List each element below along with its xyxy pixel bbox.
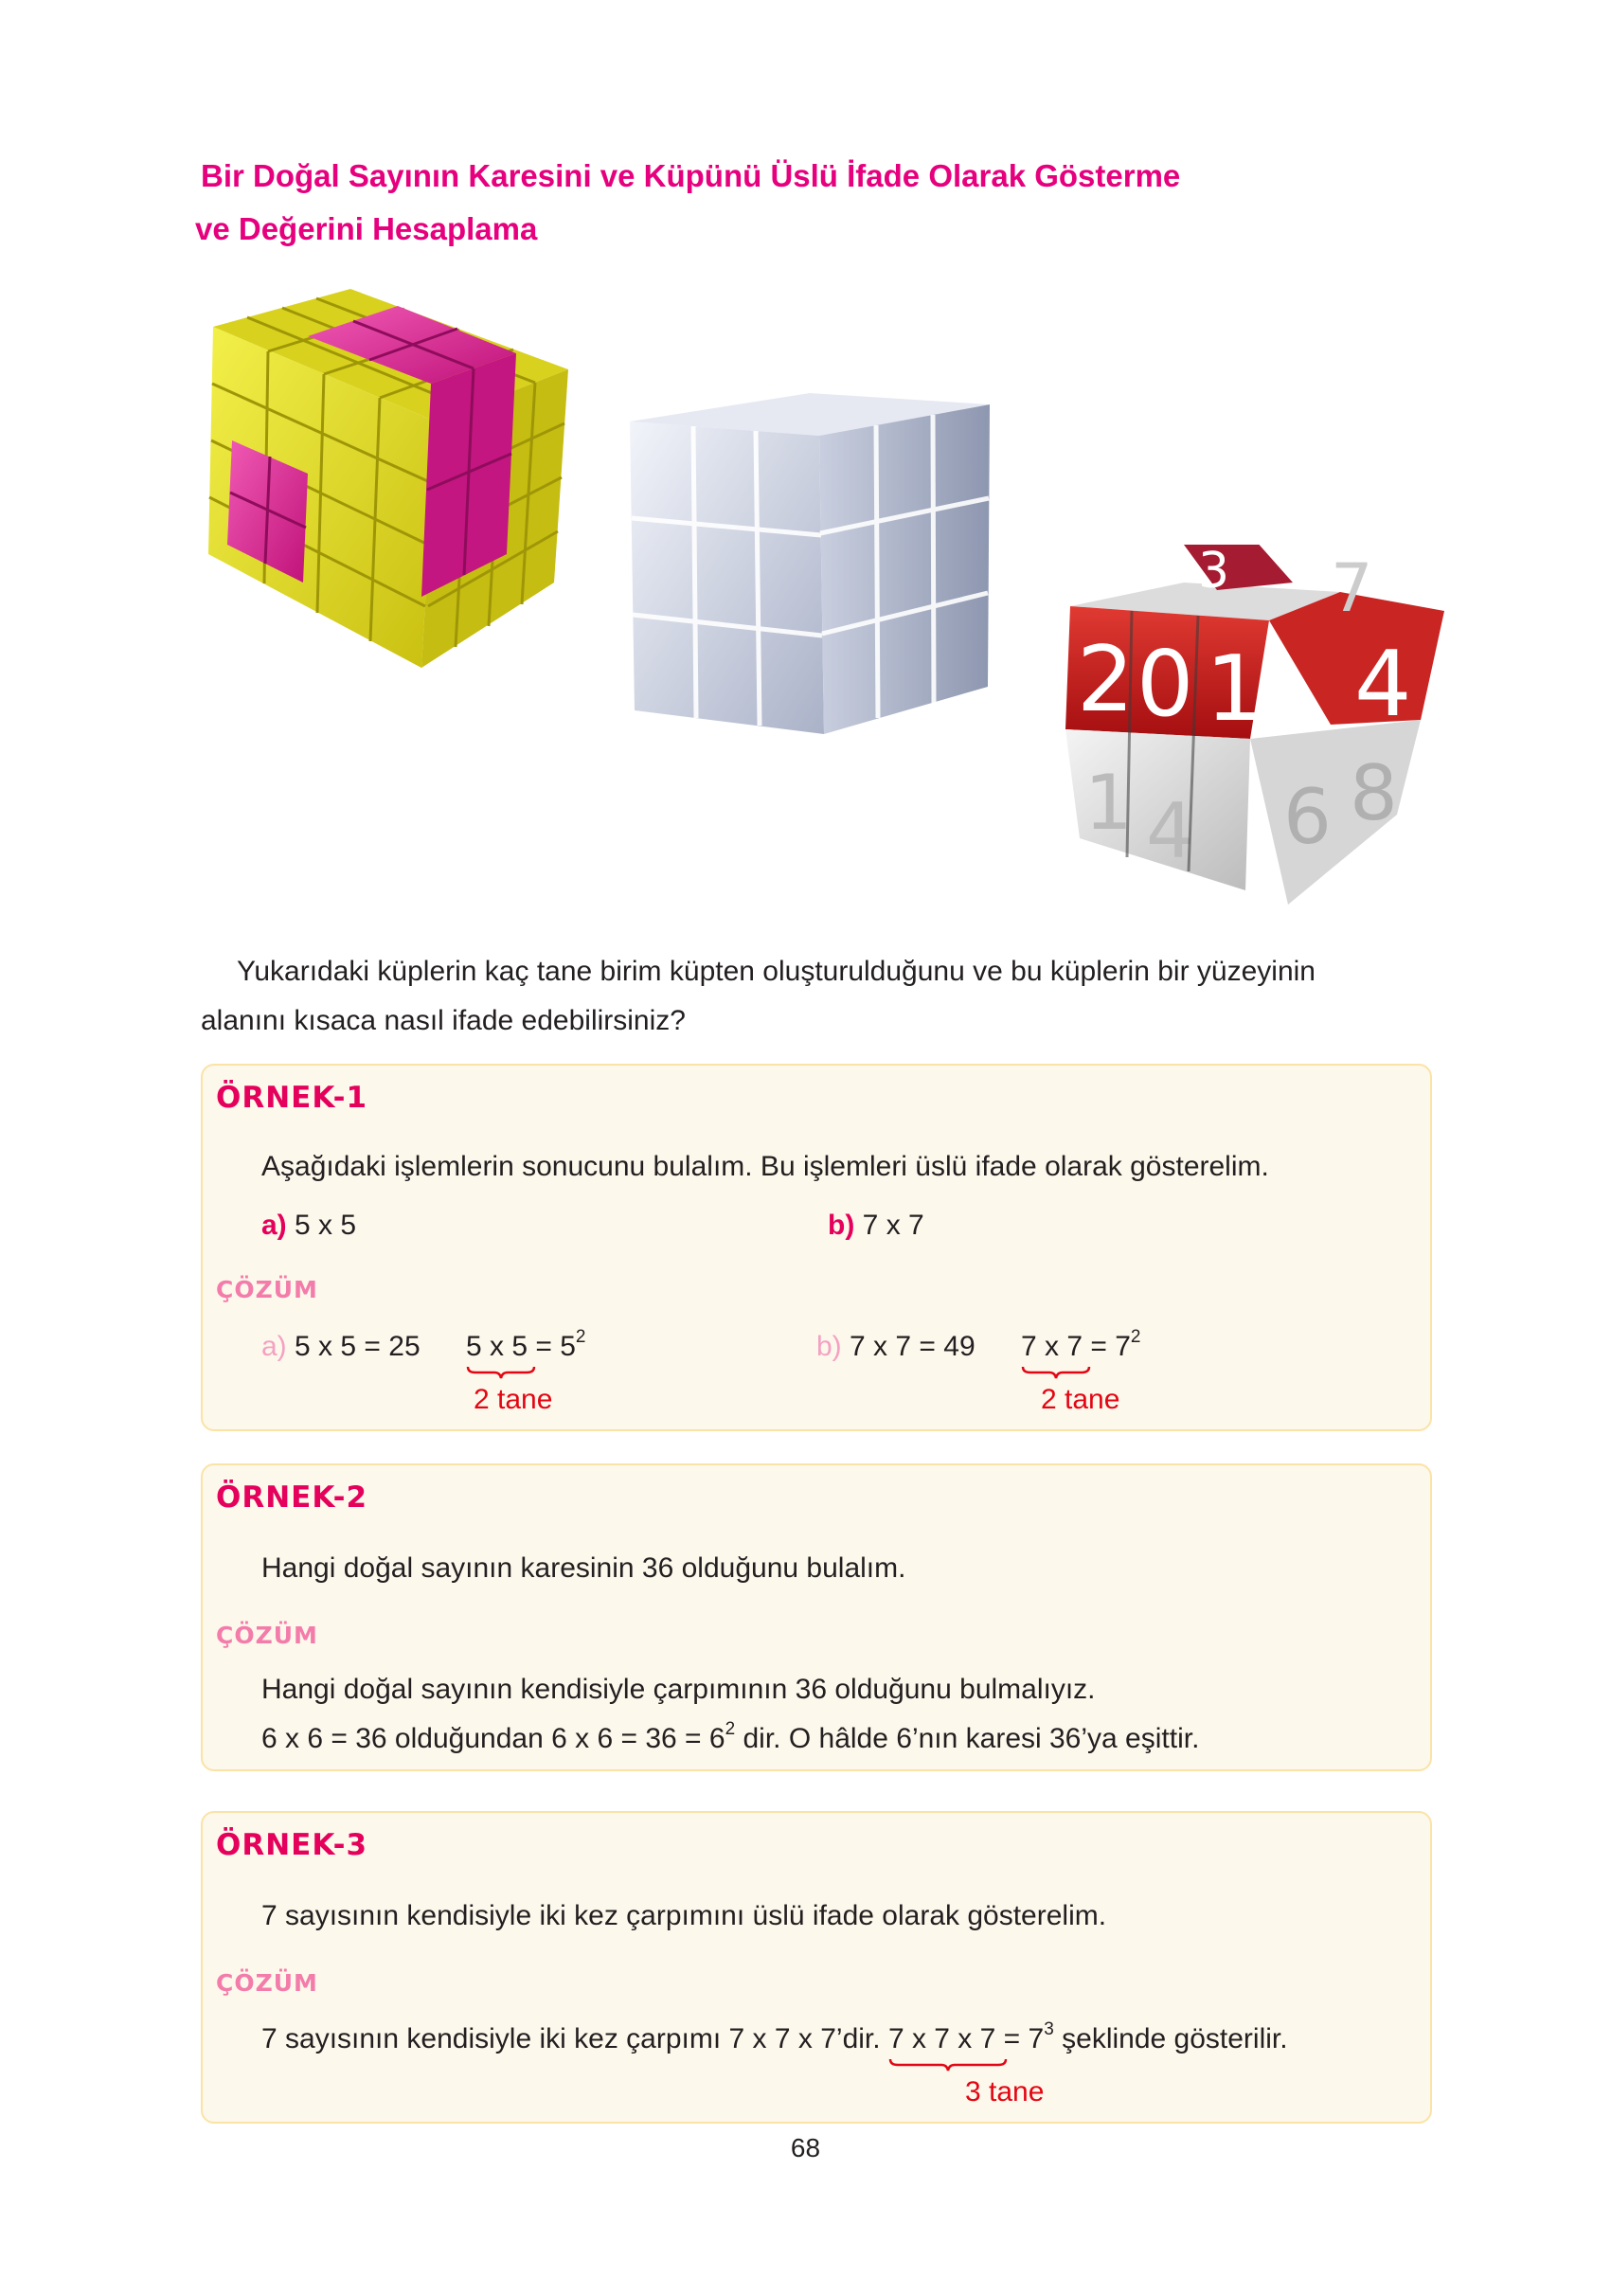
example-1-item-b-expr: 7 x 7 — [862, 1210, 924, 1241]
example-3-solution — [261, 2019, 1288, 2055]
example-2-solution-line2-post: dir. O hâlde 6’nın karesi 36’ya eşittir. — [735, 1723, 1200, 1754]
cube-digit-front-2: 0 — [1137, 633, 1194, 737]
example-1-solution-a-calc: 5 x 5 = 25 — [295, 1331, 421, 1362]
cube-digit-bottom-3: 6 — [1283, 773, 1332, 861]
example-3-solution-exponent: 3 — [1044, 2019, 1054, 2039]
example-1-solution-b-count: 2 tane — [1041, 1384, 1120, 1415]
example-3-solution-heading: ÇÖZÜM — [216, 1969, 318, 1997]
yellow-magenta-cube-image — [194, 270, 582, 668]
section-title-line1: Bir Doğal Sayının Karesini ve Küpünü Üslü İfade Olarak Gösterme — [201, 158, 1181, 193]
example-1-solution-b-label: b) — [816, 1331, 842, 1362]
example-1-solution-b-calc: 7 x 7 = 49 — [850, 1331, 976, 1362]
example-3-solution-underbrace-text: 7 x 7 x 7 — [887, 2023, 996, 2054]
example-2-card — [201, 1463, 1432, 1771]
example-2-heading: ÖRNEK-2 — [216, 1480, 368, 1515]
cube-digit-bottom-2: 4 — [1146, 787, 1194, 875]
example-1-prompt: Aşağıdaki işlemlerin sonucunu bulalım. Bu işlemleri üslü ifade olarak gösterelim. — [261, 1151, 1269, 1182]
cube-digit-bottom-4: 8 — [1350, 749, 1398, 837]
example-1-solution-a-exponent: 2 — [575, 1327, 586, 1347]
example-1-solution-a-label: a) — [261, 1331, 287, 1362]
example-1-heading: ÖRNEK-1 — [216, 1081, 368, 1115]
example-1-solution-b-underbrace — [1021, 1331, 1083, 1363]
example-2-solution-heading: ÇÖZÜM — [216, 1622, 318, 1649]
example-1-solution-a-underbrace-text: 5 x 5 — [465, 1331, 528, 1362]
example-3-heading: ÖRNEK-3 — [216, 1828, 368, 1862]
example-3-prompt: 7 sayısının kendisiyle iki kez çarpımını üslü ifade olarak gösterelim. — [261, 1900, 1107, 1931]
example-3-solution-eq: = 7 — [995, 2023, 1045, 2054]
cube-digit-bottom-1: 1 — [1084, 759, 1133, 847]
example-1-solution-a-eq: = 5 — [528, 1331, 576, 1362]
example-1-item-a — [261, 1210, 356, 1242]
example-1-item-a-label: a) — [261, 1210, 287, 1241]
number-cube-image — [1056, 545, 1454, 914]
example-2-prompt: Hangi doğal sayının karesinin 36 olduğunu bulalım. — [261, 1552, 906, 1584]
example-1-solution-a — [261, 1327, 586, 1363]
example-2-solution-line2-exponent: 2 — [725, 1719, 736, 1739]
silver-cube-image — [620, 384, 994, 739]
example-1-solution-a-underbrace — [466, 1331, 528, 1363]
example-1-item-b — [828, 1210, 924, 1242]
section-title-line2: ve Değerini Hesaplama — [195, 211, 538, 246]
curly-brace-icon — [1021, 1365, 1091, 1380]
example-3-solution-count: 3 tane — [965, 2076, 1045, 2108]
example-3-card — [201, 1811, 1432, 2124]
example-1-solution-b-exponent: 2 — [1130, 1327, 1141, 1347]
example-3-solution-underbrace — [888, 2023, 995, 2055]
example-1-item-b-label: b) — [828, 1210, 855, 1241]
curly-brace-icon — [466, 1365, 536, 1380]
example-1-card — [201, 1064, 1432, 1431]
example-2-solution-line1: Hangi doğal sayının kendisiyle çarpımının 36 olduğunu bulmalıyız. — [261, 1674, 1096, 1705]
curly-brace-icon — [888, 2057, 1008, 2072]
cube-digit-front-3: 1 — [1206, 637, 1263, 742]
cube-digit-front-1: 2 — [1077, 628, 1135, 732]
example-3-solution-post: şeklinde gösterilir. — [1053, 2023, 1288, 2054]
example-2-solution-line2-pre: 6 x 6 = 36 olduğundan 6 x 6 = 36 = 6 — [261, 1723, 725, 1754]
example-2-solution-line2 — [261, 1719, 1200, 1755]
example-1-solution-b — [816, 1327, 1141, 1363]
example-1-item-a-expr: 5 x 5 — [295, 1210, 357, 1241]
intro-question-line1: Yukarıdaki küplerin kaç tane birim küpten oluşturulduğunu ve bu küplerin bir yüzeyinin — [237, 956, 1316, 987]
example-1-solution-b-underbrace-text: 7 x 7 — [1020, 1331, 1083, 1362]
section-title — [195, 150, 1432, 256]
cube-digit-top-1: 3 — [1198, 545, 1230, 600]
cube-digit-side-1: 4 — [1354, 633, 1412, 737]
page-number: 68 — [790, 2133, 821, 2162]
intro-question-line2: alanını kısaca nasıl ifade edebilirsiniz? — [201, 1005, 686, 1036]
cube-digit-top-2: 7 — [1331, 549, 1373, 627]
intro-question — [201, 947, 1432, 1046]
example-1-solution-a-count: 2 tane — [474, 1384, 553, 1415]
example-1-solution-heading: ÇÖZÜM — [216, 1276, 318, 1303]
example-3-solution-pre: 7 sayısının kendisiyle iki kez çarpımı 7 x 7 x 7’dir. — [261, 2023, 888, 2054]
example-1-solution-b-eq: = 7 — [1083, 1331, 1131, 1362]
